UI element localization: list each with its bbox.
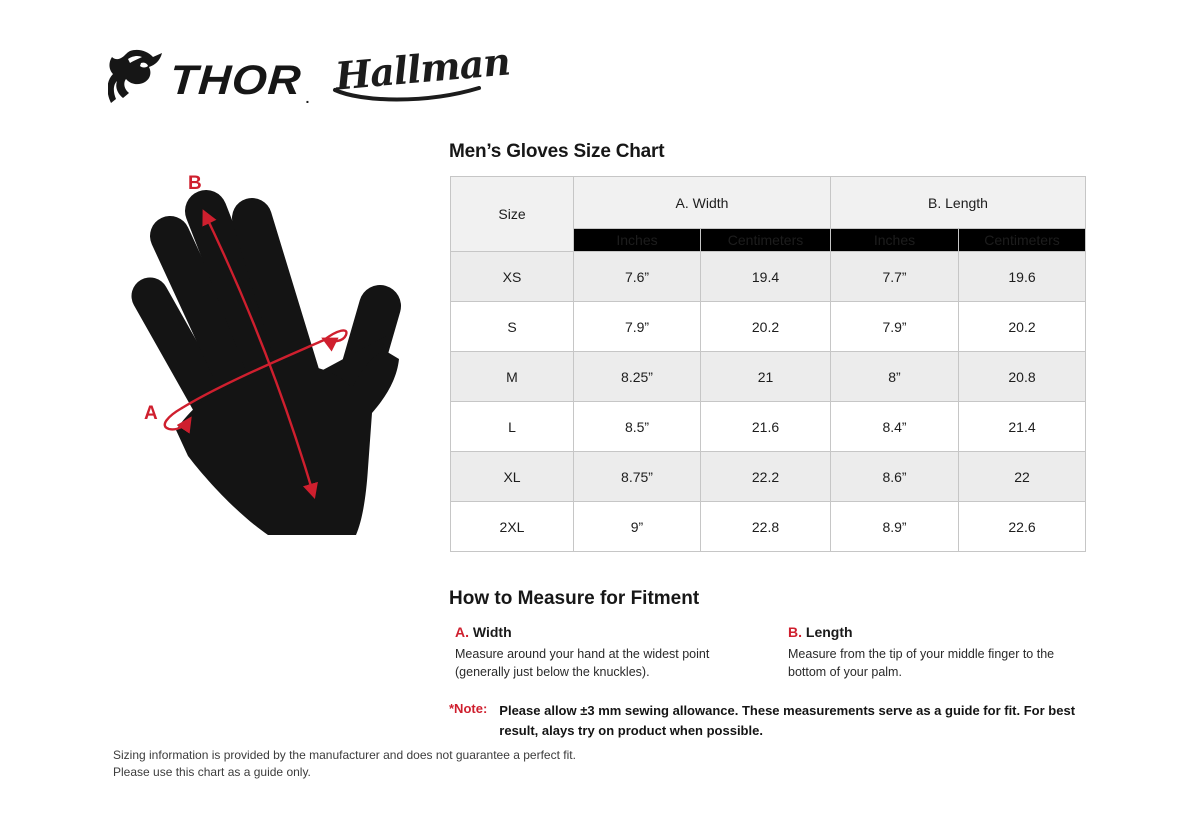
table-row-xs	[451, 252, 1086, 302]
length-inches-value: 7.7”	[831, 252, 959, 302]
length-inches-value: 8.6”	[831, 452, 959, 502]
width-inches-value: 7.6”	[574, 252, 701, 302]
length-cm-value: 22	[959, 452, 1086, 502]
note-text: Please allow ±3 mm sewing allowance. These measurements serve as a guide for fit. For best result, alays try on product when possible.	[499, 703, 1076, 739]
width-cm-value: 20.2	[701, 302, 831, 352]
subheader-width-centimeters: Centimeters	[701, 229, 831, 252]
width-inches-value: 8.75”	[574, 452, 701, 502]
table-row-l	[451, 402, 1086, 452]
column-header-width: A. Width	[574, 177, 831, 229]
length-cm-value: 20.8	[959, 352, 1086, 402]
size-value: XS	[451, 252, 574, 302]
thor-wordmark-dot: .	[305, 89, 310, 106]
size-value: 2XL	[451, 502, 574, 552]
table-row-s	[451, 302, 1086, 352]
hallman-underline-swash-icon	[331, 86, 483, 111]
measure-letter-b: B.	[788, 624, 802, 640]
width-inches-value: 8.5”	[574, 402, 701, 452]
width-inches-value: 9”	[574, 502, 701, 552]
size-value: XL	[451, 452, 574, 502]
how-to-measure-title: How to Measure for Fitment	[449, 588, 700, 609]
length-inches-value: 7.9”	[831, 302, 959, 352]
length-cm-value: 22.6	[959, 502, 1086, 552]
measure-instruction-width	[455, 624, 767, 681]
footer-disclaimer-line2: Please use this chart as a guide only.	[113, 765, 311, 780]
length-inches-value: 8.9”	[831, 502, 959, 552]
sizing-note	[449, 701, 1094, 741]
length-cm-value: 21.4	[959, 402, 1086, 452]
measure-description-width: Measure around your hand at the widest point (generally just below the knuckles).	[455, 647, 710, 680]
width-inches-value: 7.9”	[574, 302, 701, 352]
length-cm-value: 19.6	[959, 252, 1086, 302]
brand-logo-row	[108, 38, 512, 108]
width-inches-value: 8.25”	[574, 352, 701, 402]
hallman-logo	[333, 38, 512, 108]
width-cm-value: 22.2	[701, 452, 831, 502]
glove-measurement-diagram	[118, 168, 440, 568]
diagram-label-b: B	[188, 173, 202, 194]
length-cm-value: 20.2	[959, 302, 1086, 352]
size-value: L	[451, 402, 574, 452]
size-value: M	[451, 352, 574, 402]
column-header-size: Size	[451, 177, 574, 252]
column-header-length: B. Length	[831, 177, 1086, 229]
width-cm-value: 21	[701, 352, 831, 402]
thor-wordmark: THOR	[168, 55, 304, 103]
length-inches-value: 8.4”	[831, 402, 959, 452]
measure-instruction-length	[788, 624, 1088, 681]
size-chart-table	[450, 176, 1086, 552]
width-cm-value: 21.6	[701, 402, 831, 452]
length-inches-value: 8”	[831, 352, 959, 402]
hallman-wordmark: Hallman	[333, 38, 512, 99]
hand-silhouette-icon	[118, 168, 440, 568]
table-row-m	[451, 352, 1086, 402]
width-cm-value: 22.8	[701, 502, 831, 552]
thor-logo	[108, 49, 309, 110]
table-row-2xl	[451, 502, 1086, 552]
measure-description-length: Measure from the tip of your middle finger to the bottom of your palm.	[788, 647, 1055, 680]
note-label: *Note:	[449, 701, 488, 716]
measure-name-length: Length	[805, 624, 853, 640]
thor-ram-head-icon	[108, 49, 166, 110]
diagram-label-a: A	[144, 403, 158, 424]
footer-disclaimer-line1: Sizing information is provided by the manufacturer and does not guarantee a perfect fit.	[113, 748, 576, 762]
subheader-width-inches: Inches	[574, 229, 701, 252]
width-cm-value: 19.4	[701, 252, 831, 302]
footer-disclaimer	[113, 747, 576, 782]
measure-letter-a: A.	[455, 624, 469, 640]
size-chart-title: Men’s Gloves Size Chart	[449, 141, 665, 162]
size-value: S	[451, 302, 574, 352]
subheader-length-inches: Inches	[831, 229, 959, 252]
measure-name-width: Width	[472, 624, 512, 640]
subheader-length-centimeters: Centimeters	[959, 229, 1086, 252]
table-row-xl	[451, 452, 1086, 502]
